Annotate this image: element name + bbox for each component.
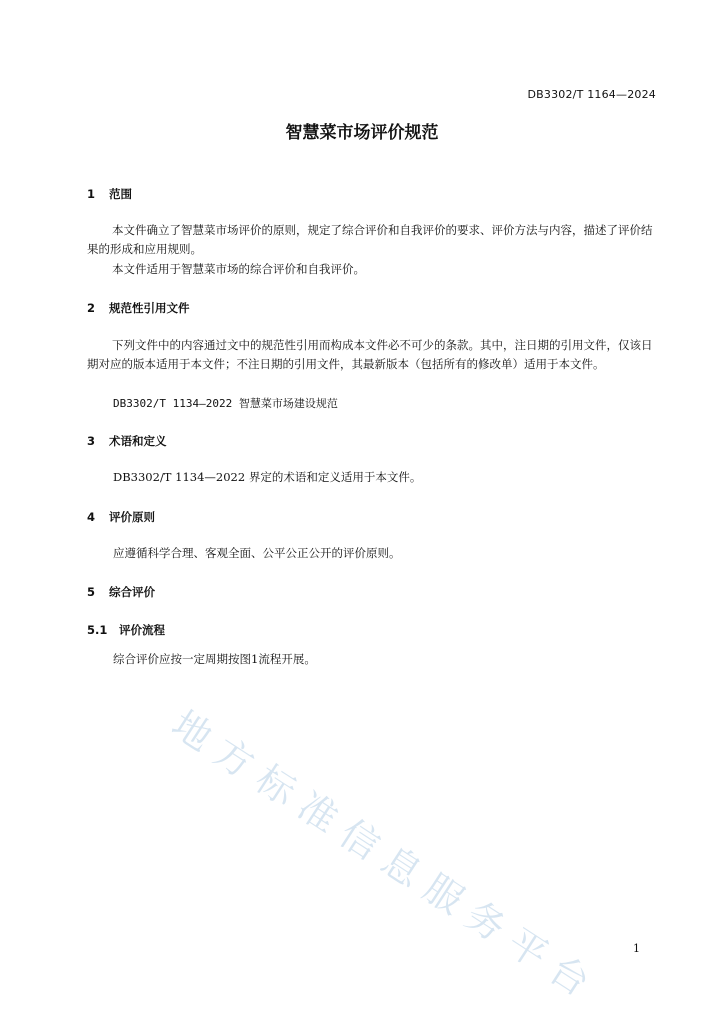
section-2-heading <box>87 300 190 316</box>
section-number: 1 <box>87 187 96 201</box>
section-4-paragraph-1: 应遵循科学合理、客观全面、公平公正公开的评价原则。 <box>113 546 401 560</box>
section-number: 3 <box>87 434 96 448</box>
normative-reference: DB3302/T 1134—2022 智慧菜市场建设规范 <box>113 397 338 410</box>
section-number: 5 <box>87 585 96 599</box>
section-5-1-heading <box>87 622 165 638</box>
section-4-heading <box>87 509 155 525</box>
subsection-title: 评价流程 <box>119 623 166 637</box>
watermark: 地方标准信息服务平台 <box>164 701 608 1012</box>
document-title: 智慧菜市场评价规范 <box>285 123 439 143</box>
section-1-heading <box>87 186 132 202</box>
section-title: 规范性引用文件 <box>109 301 190 315</box>
document-code: DB3302/T 1164—2024 <box>527 88 656 101</box>
section-title: 综合评价 <box>109 585 156 599</box>
section-number: 4 <box>87 510 96 524</box>
section-1-paragraph-1: 本文件确立了智慧菜市场评价的原则，规定了综合评价和自我评价的要求、评价方法与内容，描述了评价结果的形成和应用规则。 <box>87 223 653 256</box>
section-5-heading <box>87 584 155 600</box>
section-3-heading <box>87 433 167 449</box>
section-title: 术语和定义 <box>109 434 167 448</box>
section-2-paragraph-1: 下列文件中的内容通过文中的规范性引用而构成本文件必不可少的条款。其中，注日期的引用文件，仅该日期对应的版本适用于本文件；不注日期的引用文件，其最新版本（包括所有的修改单）适用于本文件。 <box>87 338 653 371</box>
section-title: 范围 <box>109 187 133 201</box>
section-3-paragraph-1: DB3302/T 1134—2022 界定的术语和定义适用于本文件。 <box>113 470 422 484</box>
section-5-1-paragraph-1: 综合评价应按一定周期按图1流程开展。 <box>113 652 316 666</box>
page-number: 1 <box>633 942 640 955</box>
section-title: 评价原则 <box>109 510 156 524</box>
section-1-paragraph-2: 本文件适用于智慧菜市场的综合评价和自我评价。 <box>112 262 365 276</box>
subsection-number: 5.1 <box>87 623 108 637</box>
section-number: 2 <box>87 301 96 315</box>
